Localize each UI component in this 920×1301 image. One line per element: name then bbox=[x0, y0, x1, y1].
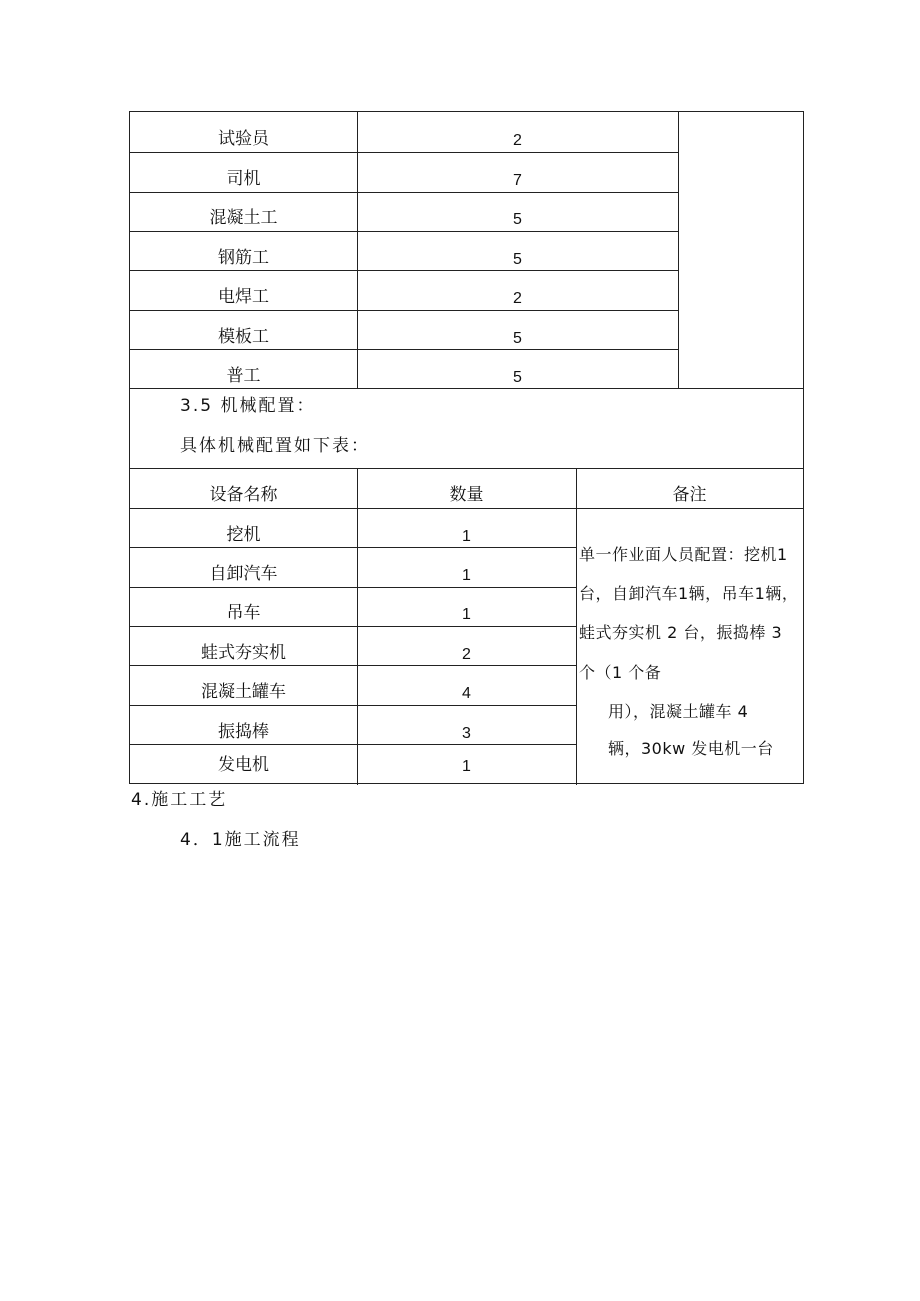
remark-text-line: 蛙式夯实机 2 台，振捣棒 3 bbox=[579, 623, 783, 642]
table-divider bbox=[576, 468, 577, 785]
config-table bbox=[129, 111, 804, 784]
table-divider bbox=[130, 508, 803, 509]
table-divider bbox=[130, 270, 678, 271]
personnel-count: 5 bbox=[513, 251, 522, 268]
personnel-role: 钢筋工 bbox=[218, 248, 269, 268]
personnel-count: 2 bbox=[513, 132, 522, 149]
equipment-name: 蛙式夯实机 bbox=[201, 643, 286, 663]
table-divider bbox=[130, 310, 678, 311]
equipment-qty: 1 bbox=[462, 758, 471, 775]
machinery-intro: 具体机械配置如下表： bbox=[180, 436, 370, 456]
equipment-name: 发电机 bbox=[218, 755, 269, 775]
equipment-name: 挖机 bbox=[226, 525, 261, 545]
personnel-role: 试验员 bbox=[218, 129, 269, 149]
personnel-role: 混凝土工 bbox=[209, 208, 278, 228]
equipment-name: 吊车 bbox=[226, 603, 261, 623]
equipment-qty: 1 bbox=[462, 528, 471, 545]
remark-text-line: 用），混凝土罐车 4 bbox=[608, 702, 749, 721]
personnel-role: 普工 bbox=[226, 366, 261, 386]
remark-text-line: 单一作业面人员配置：挖机1 bbox=[579, 545, 788, 564]
equipment-qty: 2 bbox=[462, 646, 471, 663]
table-divider bbox=[130, 744, 576, 745]
machinery-heading: 3.5 机械配置： bbox=[180, 396, 316, 416]
equipment-qty: 3 bbox=[462, 725, 471, 742]
table-divider bbox=[130, 231, 678, 232]
table-divider bbox=[130, 705, 576, 706]
remark-text-line: 辆，30kw 发电机一台 bbox=[608, 739, 774, 758]
equipment-qty: 1 bbox=[462, 606, 471, 623]
personnel-count: 2 bbox=[513, 290, 522, 307]
personnel-count: 7 bbox=[513, 172, 522, 189]
personnel-role: 模板工 bbox=[218, 327, 269, 347]
remark-text-line: 台，自卸汽车1辆，吊车1辆， bbox=[579, 584, 799, 603]
personnel-count: 5 bbox=[513, 211, 522, 228]
equipment-qty: 1 bbox=[462, 567, 471, 584]
table-divider bbox=[130, 665, 576, 666]
table-divider bbox=[130, 587, 576, 588]
equipment-name: 自卸汽车 bbox=[209, 564, 278, 584]
flow-heading: 4．1施工流程 bbox=[180, 830, 301, 850]
header-equipment-name: 设备名称 bbox=[209, 485, 278, 505]
remark-text-line: 个（1 个备 bbox=[579, 663, 662, 682]
table-divider bbox=[678, 112, 679, 388]
header-remark: 备注 bbox=[672, 485, 707, 505]
table-divider bbox=[130, 152, 678, 153]
equipment-name: 混凝土罐车 bbox=[201, 682, 286, 702]
table-divider bbox=[130, 626, 576, 627]
personnel-role: 电焊工 bbox=[218, 287, 269, 307]
equipment-name: 振捣棒 bbox=[218, 722, 269, 742]
personnel-count: 5 bbox=[513, 369, 522, 386]
personnel-count: 5 bbox=[513, 330, 522, 347]
table-divider bbox=[130, 349, 678, 350]
table-divider bbox=[130, 388, 803, 389]
table-divider bbox=[130, 547, 576, 548]
table-divider bbox=[130, 468, 803, 469]
table-divider bbox=[130, 192, 678, 193]
personnel-role: 司机 bbox=[226, 169, 261, 189]
process-heading: 4.施工工艺 bbox=[131, 790, 228, 810]
header-quantity: 数量 bbox=[449, 485, 484, 505]
equipment-qty: 4 bbox=[462, 685, 471, 702]
